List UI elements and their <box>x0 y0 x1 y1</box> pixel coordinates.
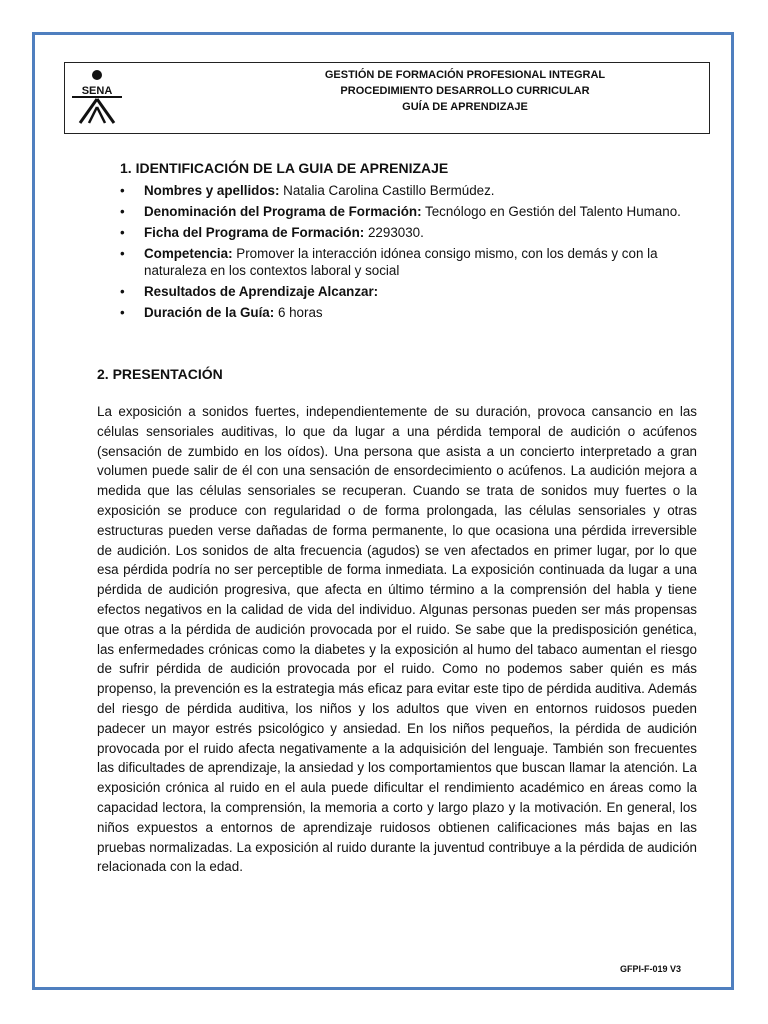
list-item <box>120 304 697 321</box>
sena-logo-icon <box>69 67 125 127</box>
item-label: Nombres y apellidos: <box>144 183 280 198</box>
header-line-1: GESTIÓN DE FORMACIÓN PROFESIONAL INTEGRAL <box>324 69 606 81</box>
bullet-icon: • <box>120 305 125 320</box>
header-line-3: GUÍA DE APRENDIZAJE <box>402 101 528 113</box>
item-label: Resultados de Aprendizaje Alcanzar: <box>144 284 379 299</box>
section-1-title: 1. IDENTIFICACIÓN DE LA GUIA DE APRENIZAJE <box>120 160 449 176</box>
list-item <box>120 283 697 300</box>
bullet-icon: • <box>120 284 125 299</box>
item-value: Natalia Carolina Castillo Bermúdez. <box>279 183 495 198</box>
item-label: Denominación del Programa de Formación: <box>144 204 422 219</box>
item-value: 2293030. <box>364 225 424 240</box>
document-code: GFPI-F-019 V3 <box>620 964 682 974</box>
sena-logo-text: SENA <box>81 85 113 97</box>
item-label: Competencia: <box>144 246 233 261</box>
list-item <box>120 245 697 279</box>
item-label: Ficha del Programa de Formación: <box>144 225 365 240</box>
bullet-icon: • <box>120 183 125 198</box>
list-item <box>120 182 697 199</box>
bullet-icon: • <box>120 246 125 261</box>
presentation-paragraph: La exposición a sonidos fuertes, independientemente de su duración, provoca cansancio en las células sensoriales auditivas, lo que da lugar a una pérdida temporal de audición o acúfenos (sensación de zumbido en los oídos). Una persona que asista a un concierto interpretado a gran volumen puede salir de él con una sensación de ensordecimiento o acúfenos. La audición mejora a medida que las células sensoriales se recuperan. Cuando se trata de sonidos muy fuertes o la exposición se produce con regularidad o de forma prolongada, las células sensoriales y otras estructuras pueden verse dañadas de forma permanente, lo que ocasiona una pérdida irreversible de audición. Los sonidos de alta frecuencia (agudos) se ven afectados en primer lugar, por lo que esa pérdida podría no ser perceptible de forma inmediata. La exposición continuada da lugar a una pérdida de audición progresiva, que afecta en último término a la comprensión del habla y tiene efectos negativos en la calidad de vida del individuo. Algunas personas pueden ser más propensas que otras a la pérdida de audición provocada por el ruido. Se sabe que la predisposición genética, las enfermedades crónicas como la diabetes y la exposición al humo del tabaco aumentan el riesgo de sufrir pérdida de audición provocada por el ruido. Como no podemos saber quién es más propenso, la prevención es la estrategia más eficaz para evitar este tipo de pérdida auditiva. Además del riesgo de pérdida auditiva, los niños y los adultos que viven en entornos ruidosos pueden padecer un mayor estrés psicológico y ansiedad. En los niños pequeños, la pérdida de audición provocada por el ruido afecta negativamente a la adquisición del lenguaje. También son frecuentes las dificultades de aprendizaje, la ansiedad y los comportamientos que buscan llamar la atención. La exposición crónica al ruido en el aula puede dificultar el rendimiento académico en áreas como la capacidad lectora, la comprensión, la memoria a corto y largo plazo y la motivación. En general, los niños expuestos a entornos de aprendizaje ruidosos obtienen calificaciones más bajas en las pruebas normalizadas. La exposición al ruido durante la juventud contribuye a la pérdida de audición relacionada con la edad. <box>97 404 697 875</box>
header-line-2: PROCEDIMIENTO DESARROLLO CURRICULAR <box>340 85 590 97</box>
section-2-title: 2. PRESENTACIÓN <box>97 366 223 382</box>
header-titles <box>215 67 715 115</box>
list-item <box>120 203 697 220</box>
list-item <box>120 224 697 241</box>
item-value: 6 horas <box>274 305 323 320</box>
bullet-icon: • <box>120 204 125 219</box>
item-value: Promover la interacción idónea consigo mismo, con los demás y con la naturaleza en los contextos laboral y social <box>144 246 658 278</box>
bullet-icon: • <box>120 225 125 240</box>
item-label: Duración de la Guía: <box>144 305 275 320</box>
identification-list <box>97 182 697 325</box>
document-header <box>64 62 710 134</box>
item-value: Tecnólogo en Gestión del Talento Humano. <box>421 204 681 219</box>
